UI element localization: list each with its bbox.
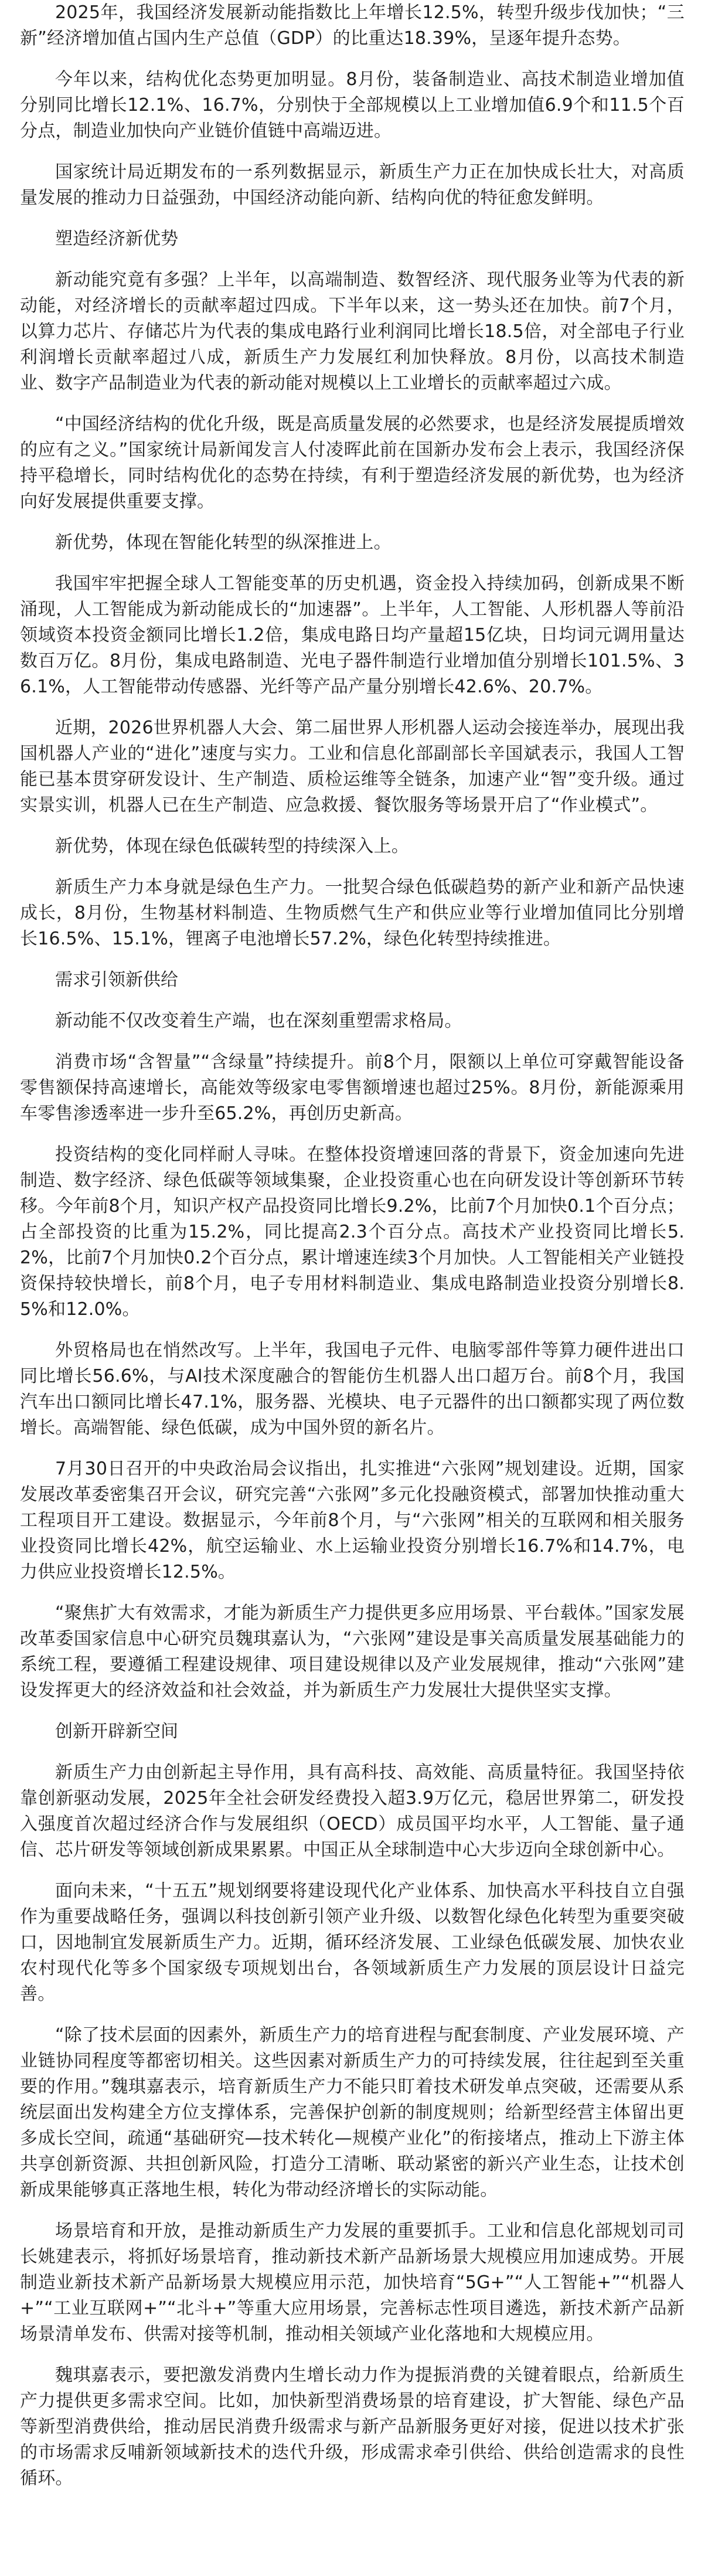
paragraph-gap [20,1745,685,1760]
section-heading: 需求引领新供给 [55,970,178,990]
paragraph-gap [20,52,685,67]
article-paragraph: 7月30日召开的中央政治局会议指出，扎实推进“六张网”规划建设。近期，国家发展改革委密集召开会议，研究完善“六张网”多元化投融资模式，部署加快推动重大工程项目开工建设。数据显示，今年前8个月，与“六张网”相关的互联网和相关服务业投资同比增长42%，航空运输业、水上运输业投资分别增长16.7%和14.7%，电力供应业投资增长12.5%。 [20,1459,685,1582]
paragraph-gap [20,556,685,571]
article-paragraph: 魏琪嘉表示，要把激发消费内生增长动力作为提振消费的关键着眼点，给新质生产力提供更多需求空间。比如，加快新型消费场景的培育建设，扩大智能、绿色产品等新型消费供给，推动居民消费升级需求与新产品新服务更好对接，促进以技术扩张的市场需求反哺新领域新技术的迭代升级，形成需求牵引供给、供给创造需求的良性循环。 [20,2365,685,2489]
paragraph-gap [20,700,685,715]
article-paragraph: 新质生产力由创新起主导作用，具有高科技、高效能、高质量特征。我国坚持依靠创新驱动发展，2025年全社会研发经费投入超3.9万亿元，稳居世界第二，研发投入强度首次超过经济合作与发展组织（OECD）成员国平均水平，人工智能、量子通信、芯片研发等领域创新成果累累。中国正从全球制造中心大步迈向全球创新中心。 [20,1762,685,1860]
article-paragraph: 新动能不仅改变着生产端，也在深刻重塑需求格局。 [55,1011,462,1031]
article-paragraph: 我国牢牢把握全球人工智能变革的历史机遇，资金投入持续加码，创新成果不断涌现，人工智能成为新动能成长的“加速器”。上半年，人工智能、人形机器人等前沿领域资本投资金额同比增长1.2倍，集成电路日均产量超15亿块，日均词元调用量达数百万亿。8月份，集成电路制造、光电子器件制造行业增加值分别增长101.5%、36.1%，人工智能带动传感器、光纤等产品产量分别增长42.6%、20.7%。 [20,573,685,697]
article-paragraph: 国家统计局近期发布的一系列数据显示，新质生产力正在加快成长壮大，对高质量发展的推动力日益强劲，中国经济动能向新、结构向优的特征愈发鲜明。 [20,162,685,208]
article-paragraph: 近期，2026世界机器人大会、第二届世界人形机器人运动会接连举办，展现出我国机器人产业的“进化”速度与实力。工业和信息化部副部长辛国斌表示，我国人工智能已基本贯穿研发设计、生产制造、质检运维等全链条，加速产业“智”变升级。通过实景实训，机器人已在生产制造、应急救援、餐饮服务等场景开启了“作业模式”。 [20,718,685,815]
paragraph-gap [20,859,685,875]
paragraph-gap [20,211,685,226]
paragraph-gap [20,2347,685,2363]
section-heading: 塑造经济新优势 [55,229,178,249]
article-paragraph: 新优势，体现在智能化转型的纵深推进上。 [55,532,392,553]
article-paragraph: 消费市场“含智量”“含绿量”持续提升。前8个月，限额以上单位可穿戴智能设备零售额保持高速增长，高能效等级家电零售额增速也超过25%。8月份，新能源乘用车零售渗透率进一步升至65.2%，再创历史新高。 [20,1052,685,1124]
article-paragraph: 新质生产力本身就是绿色生产力。一批契合绿色低碳趋势的新产业和新产品快速成长，8月份，生物基材料制造、生物质燃气生产和供应业等行业增加值同比分别增长16.5%、15.1%，锂离子电池增长57.2%，绿色化转型持续推进。 [20,877,685,949]
article-paragraph: 2025年，我国经济发展新动能指数比上年增长12.5%，转型升级步伐加快；“三新”经济增加值占国内生产总值（GDP）的比重达18.39%，呈逐年提升态势。 [20,2,685,49]
paragraph-gap [20,515,685,530]
paragraph-gap [20,252,685,267]
article-paragraph: 新优势，体现在绿色低碳转型的持续深入上。 [55,836,409,857]
article-paragraph: 外贸格局也在悄然改写。上半年，我国电子元件、电脑零部件等算力硬件进出口同比增长56.6%，与AI技术深度融合的智能仿生机器人出口超万台。前8个月，我国汽车出口额同比增长47.1%，服务器、光模块、电子元器件的出口额都实现了两位数增长。高端智能、绿色低碳，成为中国外贸的新名片。 [20,1340,685,1438]
article-paragraph: 场景培育和开放，是推动新质生产力发展的重要抓手。工业和信息化部规划司司长姚建表示，将抓好场景培育，推动新技术新产品新场景大规模应用加速成势。开展制造业新技术新产品新场景大规模应用示范，加快培育“5G+”“人工智能+”“机器人+”“工业互联网+”“北斗+”等重大应用场景，完善标志性项目遴选，新技术新产品新场景清单发布、供需对接等机制，推动相关领域产业化落地和大规模应用。 [20,2221,685,2344]
article-paragraph: “聚焦扩大有效需求，才能为新质生产力提供更多应用场景、平台载体。”国家发展改革委国家信息中心研究员魏琪嘉认为，“六张网”建设是事关高质量发展基础能力的系统工程，要遵循工程建设规律、项目建设规律以及产业发展规律，推动“六张网”建设发挥更大的经济效益和社会效益，并为新质生产力发展壮大提供坚实支撑。 [20,1603,685,1701]
article-paragraph: 新动能究竟有多强？上半年，以高端制造、数智经济、现代服务业等为代表的新动能，对经济增长的贡献率超过四成。下半年以来，这一势头还在加快。前7个月，以算力芯片、存储芯片为代表的集成电路行业利润同比增长18.5倍，对全部电子行业利润增长贡献率超过八成，新质生产力发展红利加快释放。8月份，以高技术制造业、数字产品制造业为代表的新动能对规模以上工业增长的贡献率超过六成。 [20,270,685,393]
paragraph-gap [20,1704,685,1719]
article-paragraph: 今年以来，结构优化态势更加明显。8月份，装备制造业、高技术制造业增加值分别同比增长12.1%、16.7%，分别快于全部规模以上工业增加值6.9个和11.5个百分点，制造业加快向产业链价值链中高端迈进。 [20,69,685,141]
paragraph-gap [20,1034,685,1049]
paragraph-gap [20,818,685,834]
paragraph-gap [20,144,685,159]
paragraph-gap [20,1441,685,1456]
paragraph-gap [20,396,685,412]
article-paragraph: 投资结构的变化同样耐人寻味。在整体投资增速回落的背景下，资金加速向先进制造、数字经济、绿色低碳等领域集聚，企业投资重心也在向研发设计等创新环节转移。今年前8个月，知识产权产品投资同比增长9.2%，比前7个月加快0.1个百分点；占全部投资的比重为15.2%，同比提高2.3个百分点。高技术产业投资同比增长5.2%，比前7个月加快0.2个百分点，累计增速连续3个月加快。人工智能相关产业链投资保持较快增长，前8个月，电子专用材料制造业、集成电路制造业投资分别增长8.5%和12.0%。 [20,1144,685,1320]
paragraph-gap [20,993,685,1008]
paragraph-gap [20,2007,685,2023]
article-paragraph: “除了技术层面的因素外，新质生产力的培育进程与配套制度、产业发展环境、产业链协同程度等都密切相关。这些因素对新质生产力的可持续发展，往往起到至关重要的作用。”魏琪嘉表示，培育新质生产力不能只盯着技术研发单点突破，还需要从系统层面出发构建全方位支撑体系，完善保护创新的制度规则；给新型经营主体留出更多成长空间，疏通“基础研究—技术转化—规模产业化”的衔接堵点，推动上下游主体共享创新资源、共担创新风险，打造分工清晰、联动紧密的新兴产业生态，让技术创新成果能够真正落地生根，转化为带动经济增长的实际动能。 [20,2025,685,2200]
paragraph-gap [20,2203,685,2218]
paragraph-gap [20,1863,685,1878]
paragraph-gap [20,952,685,967]
paragraph-gap [20,1323,685,1338]
article-paragraph: “中国经济结构的优化升级，既是高质量发展的必然要求，也是经济发展提质增效的应有之义。”国家统计局新闻发言人付凌晖此前在国新办发布会上表示，我国经济保持平稳增长，同时结构优化的态势在持续，有利于塑造经济发展的新优势，也为经济向好发展提供重要支撑。 [20,414,685,512]
section-heading: 创新开辟新空间 [55,1721,178,1742]
paragraph-gap [20,1127,685,1142]
paragraph-gap [20,1585,685,1600]
article-paragraph: 面向未来，“十五五”规划纲要将建设现代化产业体系、加快高水平科技自立自强作为重要战略任务，强调以科技创新引领产业升级、以数智化绿色化转型为重要突破口，因地制宜发展新质生产力。近期，循环经济发展、工业绿色低碳发展、加快农业农村现代化等多个国家级专项规划出台，各领域新质生产力发展的顶层设计日益完善。 [20,1881,685,2004]
